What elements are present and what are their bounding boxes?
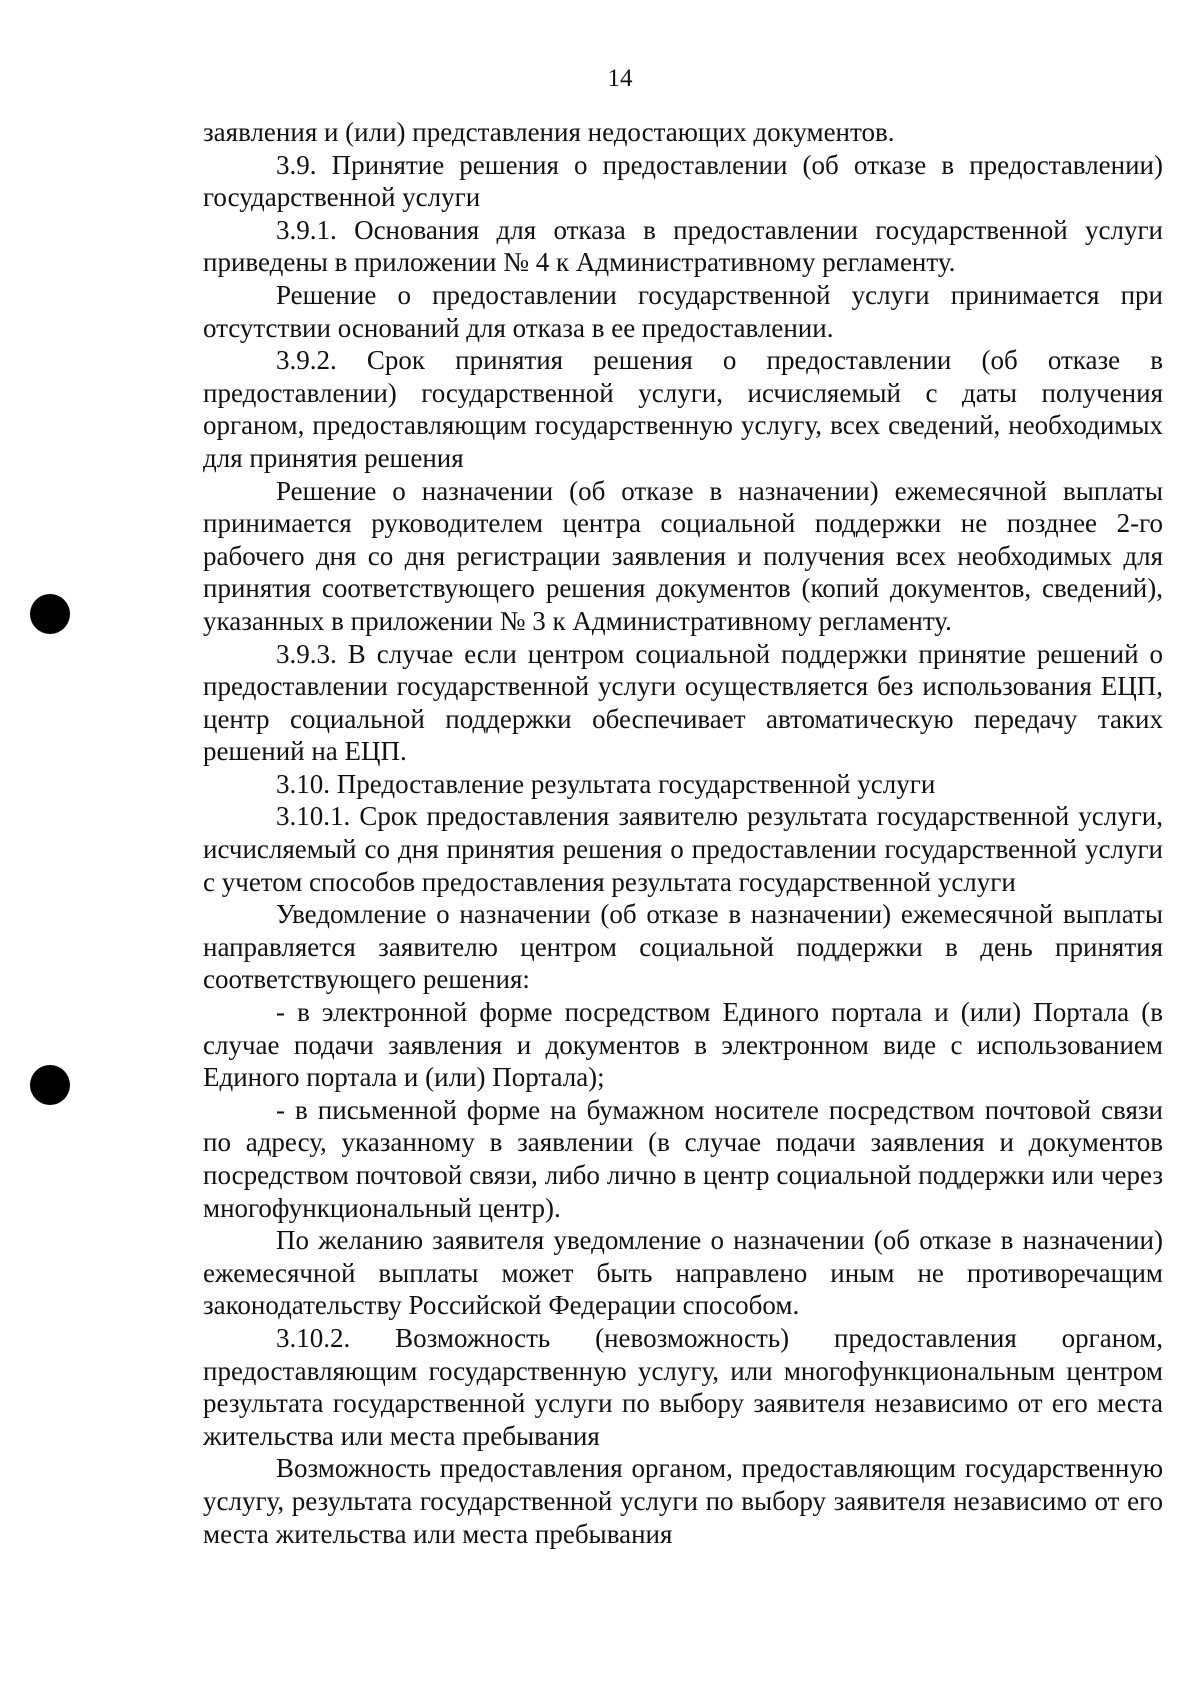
paragraph-3-9-1: 3.9.1. Основания для отказа в предоставлении государственной услуги приведены в приложении № 4 к Административному регламенту. [203, 214, 1163, 278]
paragraph-possibility: Возможность предоставления органом, предоставляющим государственную услугу, результата государственной услуги по выбору заявителя независимо от его места жительства или места пребывания [203, 1453, 1163, 1549]
list-item-electronic: - в электронной форме посредством Единого портала и (или) Портала (в случае подачи заявления и документов в электронном виде с использованием Единого портала и (или) Портала); [203, 997, 1163, 1093]
punch-hole-mark [30, 594, 70, 634]
page-number: 14 [607, 65, 633, 92]
paragraph-3-9-3: 3.9.3. В случае если центром социальной поддержки принятие решений о предоставлении государственной услуги осуществляется без использования ЕЦП, центр социальной поддержки обеспечивает автоматическую передачу таких решений на ЕЦП. [203, 638, 1163, 767]
paragraph-decision-deadline: Решение о назначении (об отказе в назначении) ежемесячной выплаты принимается руководителем центра социальной поддержки не позднее 2-го рабочего дня со дня регистрации заявления и получения всех необходимых для принятия соответствующего решения документов (копий документов, сведений), указанных в приложении № 3 к Административному регламенту. [203, 475, 1163, 636]
section-heading-3-9: 3.9. Принятие решения о предоставлении (об отказе в предоставлении) государственной услуги [203, 149, 1163, 213]
paragraph-3-9-2: 3.9.2. Срок принятия решения о предоставлении (об отказе в предоставлении) государственной услуги, исчисляемый с даты получения органом, предоставляющим государственную услугу, всех сведений, необходимых для принятия решения [203, 345, 1163, 473]
paragraph-3-10-2: 3.10.2. Возможность (невозможность) предоставления органом, предоставляющим государственную услугу, или многофункциональным центром результата государственной услуги по выбору заявителя независимо от его места жительства или места пребывания [203, 1322, 1163, 1451]
paragraph-continuation: заявления и (или) представления недостающих документов. [203, 117, 895, 147]
paragraph-3-10-1: 3.10.1. Срок предоставления заявителю результата государственной услуги, исчисляемый со дня принятия решения о предоставлении государственной услуги с учетом способов предоставления результата государственной услуги [203, 801, 1163, 897]
paragraph-other-method: По желанию заявителя уведомление о назначении (об отказе в назначении) ежемесячной выплаты может быть направлено иным не противоречащим законодательству Российской Федерации способом. [203, 1225, 1163, 1321]
paragraph-notification: Уведомление о назначении (об отказе в назначении) ежемесячной выплаты направляется заявителю центром социальной поддержки в день принятия соответствующего решения: [203, 899, 1163, 995]
punch-hole-mark [30, 1065, 70, 1105]
list-item-paper: - в письменной форме на бумажном носителе посредством почтовой связи по адресу, указанному в заявлении (в случае подачи заявления и документов посредством почтовой связи, либо лично в центр социальной поддержки или через многофункциональный центр). [203, 1094, 1163, 1223]
paragraph-decision: Решение о предоставлении государственной услуги принимается при отсутствии оснований для отказа в ее предоставлении. [203, 279, 1163, 343]
section-heading-3-10: 3.10. Предоставление результата государственной услуги [276, 768, 936, 799]
document-body [203, 116, 1163, 1550]
